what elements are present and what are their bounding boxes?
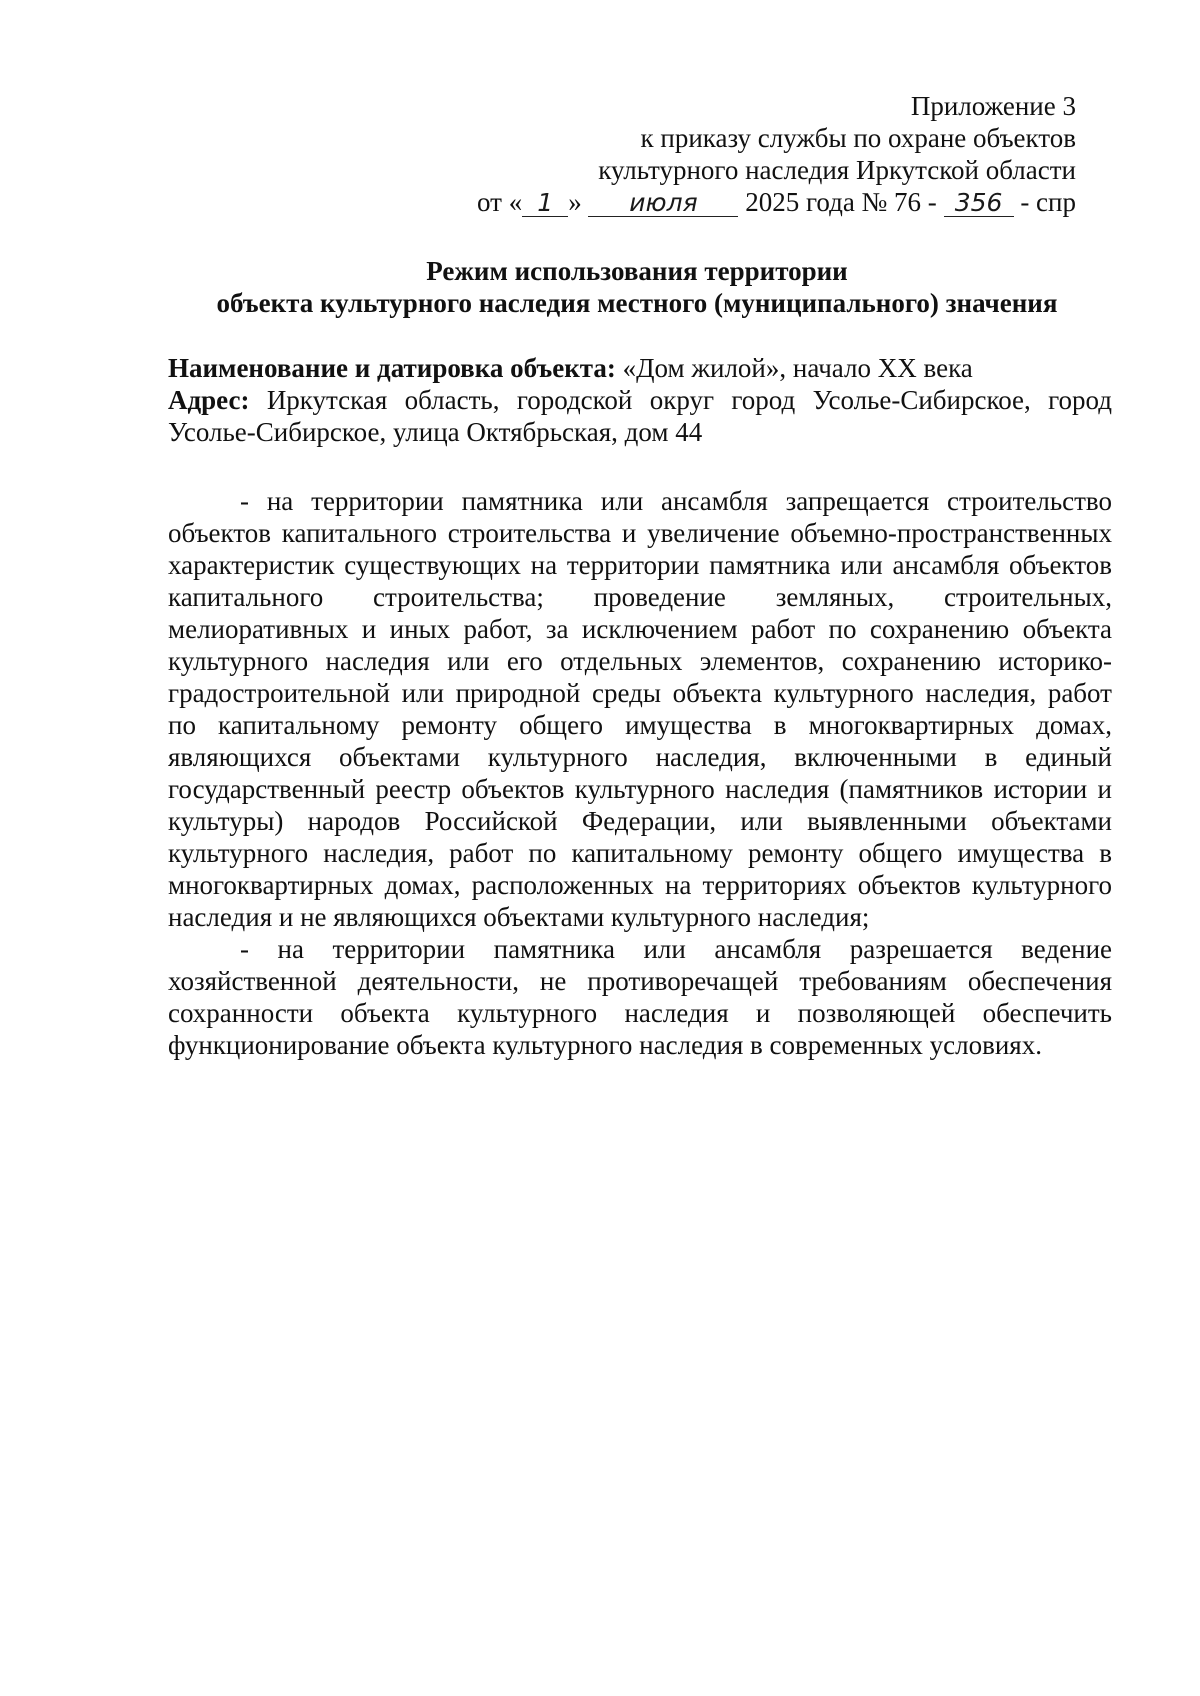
appendix-authority-line: культурного наследия Иркутской области xyxy=(598,155,1076,185)
paragraph-prohibitions: - на территории памятника или ансамбля запрещается строительство объектов капитального строительства и увеличение объемно-пространственных характеристик существующих на территории памятника или ансамбля объектов капитального строительства; проведение земляных, строительных, мелиоративных и иных работ, за исключением работ по сохранению объекта культурного наследия или его отдельных элементов, сохранению историко-градостроительной или природной среды объекта культурного наследия, работ по капитальному ремонту общего имущества в многоквартирных домах, являющихся объектами культурного наследия, включенными в единый государственный реестр объектов культурного наследия (памятников истории и культуры) народов Российской Федерации, или выявленными объектами культурного наследия, работ по капитальному ремонту общего имущества в многоквартирных домах, расположенных на территориях объектов культурного наследия и не являющихся объектами культурного наследия; xyxy=(168,486,1112,932)
object-name-value: «Дом жилой», начало XX века xyxy=(622,353,973,383)
handwritten-order-number: 356 xyxy=(944,190,1014,217)
date-prefix: от « xyxy=(477,187,523,217)
title-line-2: объекта культурного наследия местного (муниципального) значения xyxy=(216,288,1058,318)
appendix-header xyxy=(376,90,1076,218)
appendix-order-line: к приказу службы по охране объектов xyxy=(640,123,1076,153)
object-address-label: Адрес: xyxy=(168,385,250,415)
handwritten-month: июля xyxy=(588,190,738,217)
object-address-value: Иркутская область, городской округ город Усолье-Сибирское, город Усолье-Сибирское, улица Октябрьская, дом 44 xyxy=(168,385,1112,447)
paragraph-permissions: - на территории памятника или ансамбля разрешается ведение хозяйственной деятельности, не противоречащей требованиям обеспечения сохранности объекта культурного наследия и позволяющей обеспечить функционирование объекта культурного наследия в современных условиях. xyxy=(168,934,1112,1060)
object-info xyxy=(168,352,1112,448)
date-mid: » xyxy=(568,187,582,217)
appendix-date-line xyxy=(376,186,1076,218)
document-title xyxy=(168,255,1106,319)
object-name xyxy=(168,352,1112,384)
regulation-text xyxy=(168,485,1112,1061)
date-suffix: - спр xyxy=(1020,187,1076,217)
appendix-title: Приложение 3 xyxy=(910,91,1076,121)
title-line-1: Режим использования территории xyxy=(426,256,848,286)
object-name-label: Наименование и датировка объекта: xyxy=(168,353,616,383)
handwritten-day: 1 xyxy=(522,190,568,217)
object-address xyxy=(168,384,1112,448)
date-year: 2025 года № 76 - xyxy=(745,187,937,217)
